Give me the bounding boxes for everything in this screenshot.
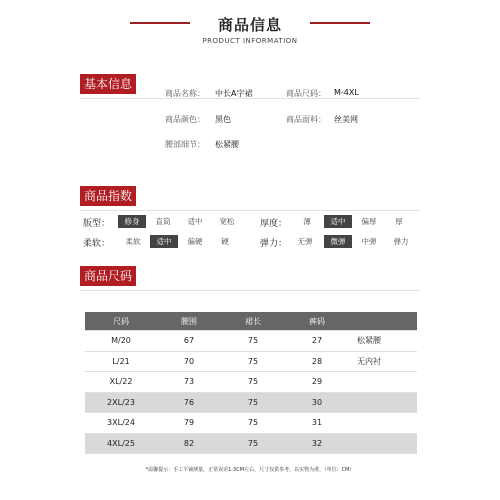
product-color-label: 商品颜色：	[165, 115, 205, 124]
softness-option-medium: 适中	[150, 235, 178, 248]
page-subtitle: PRODUCT INFORMATION	[202, 37, 298, 45]
basic-info-section-header	[80, 74, 136, 94]
cell-waist: 67	[157, 331, 221, 352]
fit-option-medium: 适中	[187, 217, 203, 226]
cell-length: 75	[221, 372, 285, 393]
elasticity-option-slight: 微弹	[324, 235, 352, 248]
column-header-pants-size: 裤码	[285, 312, 349, 331]
column-header-notes	[349, 312, 417, 331]
cell-size: 4XL/25	[85, 433, 157, 454]
fit-option-loose: 宽松	[219, 217, 235, 226]
product-name-label: 商品名称：	[165, 89, 205, 98]
cell-pants-size: 32	[285, 433, 349, 454]
table-row	[85, 372, 417, 393]
note-empty	[349, 433, 417, 454]
thickness-option-medium: 适中	[324, 215, 352, 228]
cell-waist: 70	[157, 351, 221, 372]
cell-pants-size: 31	[285, 413, 349, 434]
elasticity-option-stretch: 弹力	[393, 237, 409, 246]
column-header-waist: 腰围	[157, 312, 221, 331]
note-elastic-waist: 松紧腰	[349, 331, 417, 352]
softness-label: 柔软：	[83, 239, 111, 249]
cell-length: 75	[221, 413, 285, 434]
product-name-value: 中长A字裙	[215, 89, 253, 98]
cell-waist: 82	[157, 433, 221, 454]
thickness-option-thick: 厚	[395, 217, 403, 226]
note-empty	[349, 372, 417, 393]
cell-length: 75	[221, 351, 285, 372]
cell-pants-size: 29	[285, 372, 349, 393]
note-no-lining: 无内衬	[349, 351, 417, 372]
cell-waist: 76	[157, 392, 221, 413]
cell-length: 75	[221, 392, 285, 413]
cell-pants-size: 27	[285, 331, 349, 352]
table-row	[85, 351, 417, 372]
cell-pants-size: 30	[285, 392, 349, 413]
elasticity-label: 弹力：	[260, 239, 288, 249]
page-title: 商品信息	[217, 16, 282, 34]
column-header-length: 裙长	[221, 312, 285, 331]
softness-option-firm: 硬	[221, 237, 229, 246]
cell-size: XL/22	[85, 372, 157, 393]
softness-option-soft: 柔软	[125, 237, 141, 246]
thickness-option-thin: 薄	[303, 217, 311, 226]
table-row	[85, 433, 417, 454]
note-empty	[349, 413, 417, 434]
elasticity-option-medium: 中弹	[361, 237, 377, 246]
cell-length: 75	[221, 433, 285, 454]
table-header-row	[85, 312, 417, 331]
footer-note: *温馨提示：手工平铺测量，正常误差1-3CM左右，尺寸仅供参考，以实物为准。（单位：CM）	[145, 467, 355, 473]
product-size-value: M-4XL	[334, 88, 359, 97]
product-color-value: 黑色	[215, 115, 231, 124]
column-header-size: 尺码	[85, 312, 157, 331]
product-fabric-value: 丝美网	[334, 115, 358, 124]
fit-option-slim: 修身	[118, 215, 146, 228]
table-row	[85, 392, 417, 413]
product-index-section-header	[80, 186, 136, 206]
thickness-label: 厚度：	[260, 219, 288, 229]
product-fabric-label: 商品面料：	[286, 115, 326, 124]
section-tag-index: 商品指数	[80, 186, 136, 206]
elasticity-option-none: 无弹	[297, 237, 313, 246]
note-empty	[349, 392, 417, 413]
fit-option-straight: 直筒	[155, 217, 171, 226]
cell-size: 3XL/24	[85, 413, 157, 434]
section-tag-basic: 基本信息	[80, 74, 136, 94]
table-row	[85, 413, 417, 434]
section-divider-index	[80, 210, 420, 211]
cell-waist: 79	[157, 413, 221, 434]
waist-detail-label: 腰部细节：	[165, 140, 205, 149]
size-section-header	[80, 266, 136, 286]
cell-waist: 73	[157, 372, 221, 393]
waist-detail-value: 松紧腰	[215, 140, 239, 149]
table-row	[85, 331, 417, 352]
section-tag-size: 商品尺码	[80, 266, 136, 286]
product-size-label: 商品尺码：	[286, 89, 326, 98]
section-divider-size	[80, 290, 420, 291]
cell-size: L/21	[85, 351, 157, 372]
cell-size: M/20	[85, 331, 157, 352]
softness-option-firm-ish: 偏硬	[187, 237, 203, 246]
cell-length: 75	[221, 331, 285, 352]
size-table	[85, 312, 417, 454]
cell-pants-size: 28	[285, 351, 349, 372]
fit-label: 版型：	[83, 219, 111, 229]
cell-size: 2XL/23	[85, 392, 157, 413]
thickness-option-thick-ish: 偏厚	[361, 217, 377, 226]
